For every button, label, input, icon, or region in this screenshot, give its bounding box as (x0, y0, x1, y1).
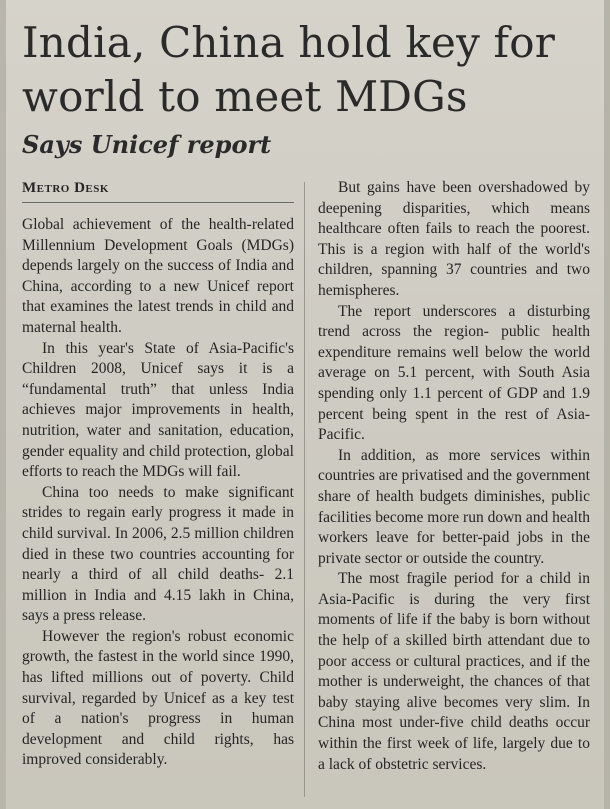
paragraph: Global achievement of the health-related Millennium Development Goals (MDGs) depends largely on the success of India and China, according to a new Unicef report that examines the latest trends in child and maternal health. (22, 216, 294, 336)
article-column-left (22, 178, 294, 771)
column-gutter (304, 182, 305, 797)
paragraph: However the region's robust economic growth, the fastest in the world since 1990, has lifted millions out of poverty. Child survival, regarded by Unicef as a key test of a nation's progress in human development and child rights, has improved considerably. (22, 627, 294, 769)
page-edge-right (604, 0, 610, 809)
paragraph: But gains have been overshadowed by deepening disparities, which means healthcare often fails to reach the poorest. This is a region with half of the world's children, spanning 37 countries and two hemispheres. (318, 179, 590, 299)
paragraph: The most fragile period for a child in Asia-Pacific is during the very first moments of life if the baby is born without the help of a skilled birth attendant due to poor access or cultural practices, and if the mother is underweight, the chances of that baby staying alive becomes very slim. In China most under-five child deaths occur within the first week of life, largely due to a lack of obstetric services. (318, 570, 590, 773)
page-edge-left (0, 0, 6, 809)
byline (22, 178, 294, 203)
headline: India, China hold key for world to meet MDGs (22, 18, 556, 121)
paragraph: China too needs to make significant strides to regain early progress it made in child survival. In 2006, 2.5 million children died in these two countries accounting for nearly a third of all child deaths- 2.1 million in India and 4.15 lakh in China, says a press release. (22, 483, 294, 625)
byline-text: Metro Desk (22, 180, 109, 196)
paragraph: In addition, as more services within countries are privatised and the government share of health budgets diminishes, public facilities become more run down and health workers leave for better-paid jobs in the private sector or outside the country. (318, 446, 591, 567)
paragraph: In this year's State of Asia-Pacific's Children 2008, Unicef says it is a “fundamental truth” that unless India achieves major improvements in health, nutrition, water and sanitation, education, gender equality and child protection, global efforts to reach the MDGs will fail. (22, 339, 294, 481)
paragraph: The report underscores a disturbing trend across the region- public health expenditure remains well below the world average on 5.1 percent, with South Asia spending only 1.1 percent of GDP and 1.9 percent being spent in the rest of Asia-Pacific. (318, 302, 590, 444)
subheadline: Says Unicef report (22, 130, 272, 159)
article-column-right (318, 178, 590, 775)
